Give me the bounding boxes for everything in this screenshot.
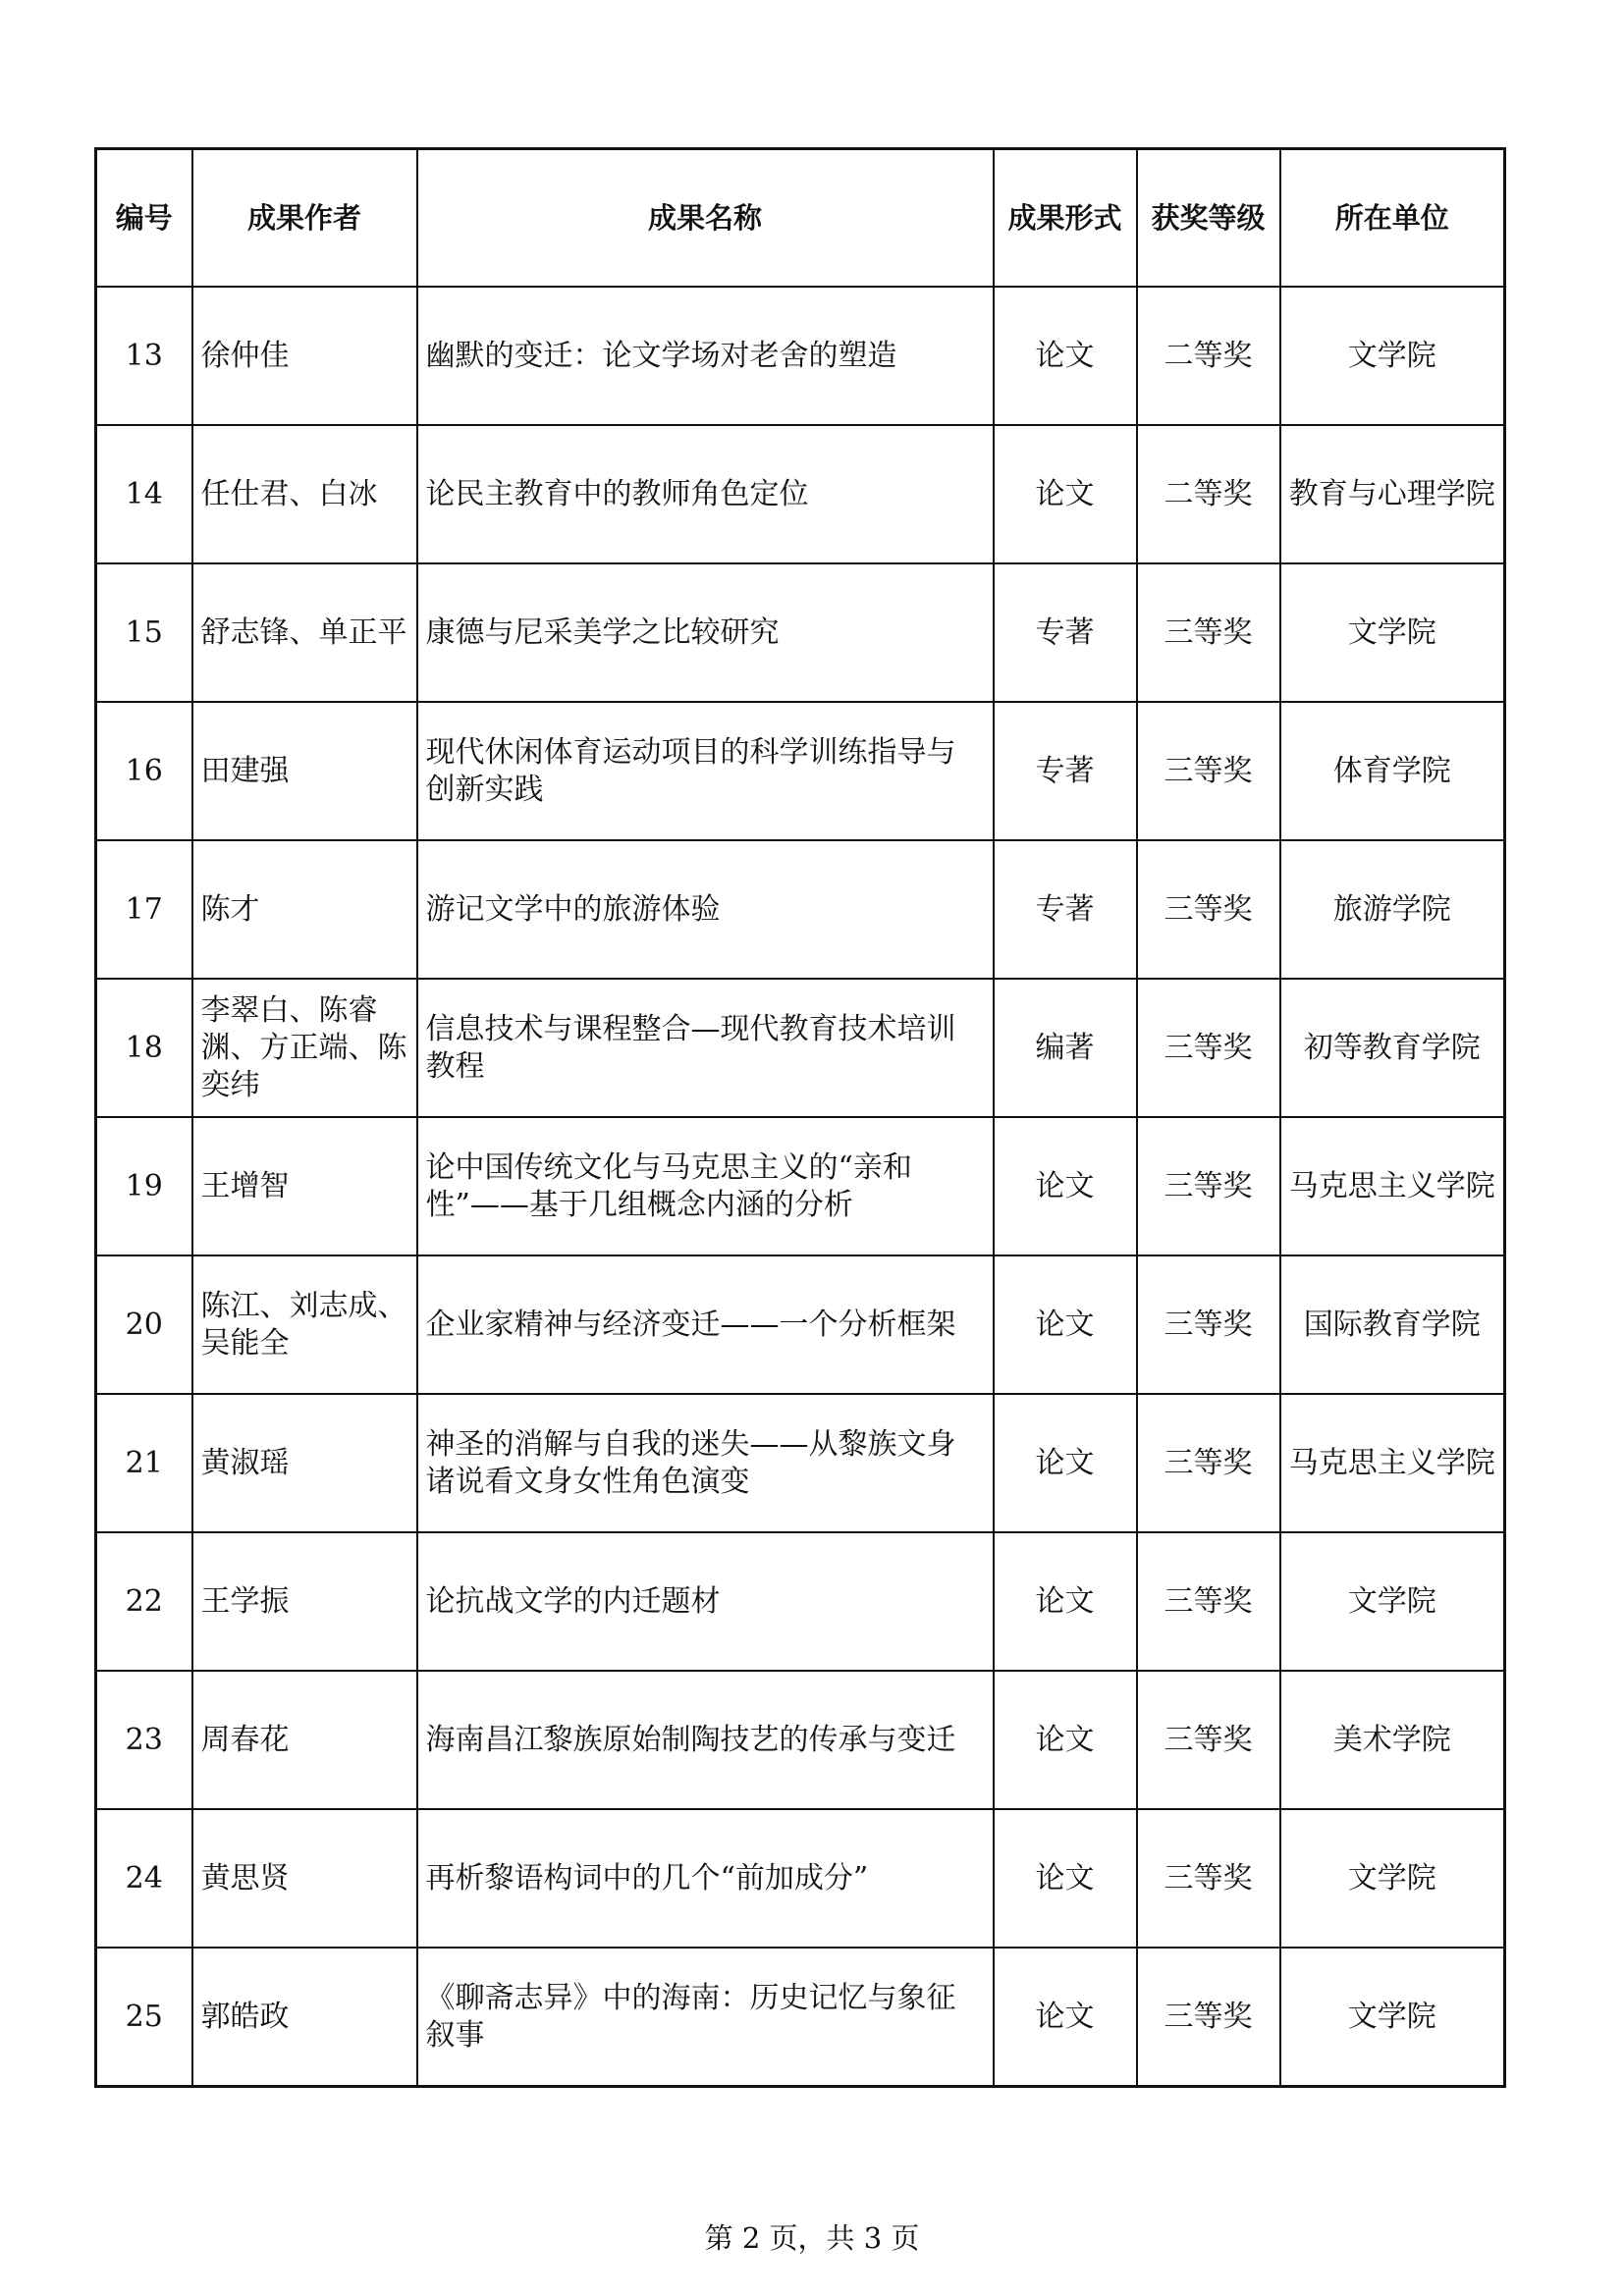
cell-title: 《聊斋志异》中的海南：历史记忆与象征叙事 [417,1948,994,2087]
table-body [96,287,1505,2087]
cell-author: 徐仲佳 [192,287,417,425]
cell-number: 18 [96,979,192,1117]
table-row [96,702,1505,840]
cell-title: 信息技术与课程整合—现代教育技术培训教程 [417,979,994,1117]
header-form: 成果形式 [994,149,1137,288]
cell-award-level: 三等奖 [1137,1809,1280,1948]
cell-unit: 文学院 [1280,1532,1505,1671]
cell-form: 论文 [994,1117,1137,1255]
cell-author: 黄淑瑶 [192,1394,417,1532]
cell-award-level: 三等奖 [1137,1394,1280,1532]
cell-title: 论民主教育中的教师角色定位 [417,425,994,563]
cell-unit: 马克思主义学院 [1280,1394,1505,1532]
header-title: 成果名称 [417,149,994,288]
table-row [96,1394,1505,1532]
table-row [96,1255,1505,1394]
cell-title: 论抗战文学的内迁题材 [417,1532,994,1671]
cell-unit: 旅游学院 [1280,840,1505,979]
table-row [96,1948,1505,2087]
page-footer: 第 2 页，共 3 页 [704,2221,920,2255]
cell-number: 14 [96,425,192,563]
cell-title: 再析黎语构词中的几个“前加成分” [417,1809,994,1948]
cell-number: 25 [96,1948,192,2087]
cell-number: 16 [96,702,192,840]
cell-number: 15 [96,563,192,702]
cell-author: 陈江、刘志成、吴能全 [192,1255,417,1394]
cell-unit: 教育与心理学院 [1280,425,1505,563]
header-number: 编号 [96,149,192,288]
cell-form: 论文 [994,1948,1137,2087]
cell-title: 海南昌江黎族原始制陶技艺的传承与变迁 [417,1671,994,1809]
cell-number: 24 [96,1809,192,1948]
cell-form: 论文 [994,1255,1137,1394]
cell-form: 专著 [994,563,1137,702]
cell-award-level: 三等奖 [1137,1117,1280,1255]
cell-title: 幽默的变迁：论文学场对老舍的塑造 [417,287,994,425]
cell-author: 黄思贤 [192,1809,417,1948]
cell-title: 游记文学中的旅游体验 [417,840,994,979]
cell-author: 周春花 [192,1671,417,1809]
cell-author: 李翠白、陈睿渊、方正端、陈奕纬 [192,979,417,1117]
cell-award-level: 三等奖 [1137,840,1280,979]
cell-title: 论中国传统文化与马克思主义的“亲和性”——基于几组概念内涵的分析 [417,1117,994,1255]
table-row [96,840,1505,979]
cell-form: 论文 [994,1532,1137,1671]
cell-unit: 国际教育学院 [1280,1255,1505,1394]
cell-title: 企业家精神与经济变迁——一个分析框架 [417,1255,994,1394]
cell-title: 神圣的消解与自我的迷失——从黎族文身诸说看文身女性角色演变 [417,1394,994,1532]
cell-form: 论文 [994,1671,1137,1809]
table-row [96,1671,1505,1809]
cell-unit: 体育学院 [1280,702,1505,840]
cell-award-level: 三等奖 [1137,1671,1280,1809]
header-author: 成果作者 [192,149,417,288]
cell-number: 19 [96,1117,192,1255]
table-row [96,287,1505,425]
cell-unit: 文学院 [1280,1809,1505,1948]
header-unit: 所在单位 [1280,149,1505,288]
cell-unit: 马克思主义学院 [1280,1117,1505,1255]
cell-title: 康德与尼采美学之比较研究 [417,563,994,702]
cell-author: 舒志锋、单正平 [192,563,417,702]
table-row [96,1532,1505,1671]
cell-author: 陈才 [192,840,417,979]
cell-unit: 文学院 [1280,1948,1505,2087]
header-row [96,149,1505,288]
cell-unit: 文学院 [1280,563,1505,702]
table-row [96,1117,1505,1255]
cell-number: 13 [96,287,192,425]
cell-number: 17 [96,840,192,979]
cell-form: 论文 [994,1394,1137,1532]
cell-award-level: 三等奖 [1137,563,1280,702]
cell-form: 论文 [994,1809,1137,1948]
cell-author: 王增智 [192,1117,417,1255]
awards-table [94,147,1506,2088]
cell-number: 20 [96,1255,192,1394]
cell-form: 专著 [994,840,1137,979]
cell-form: 论文 [994,287,1137,425]
cell-form: 专著 [994,702,1137,840]
cell-award-level: 二等奖 [1137,425,1280,563]
cell-unit: 美术学院 [1280,1671,1505,1809]
cell-author: 王学振 [192,1532,417,1671]
table-row [96,979,1505,1117]
cell-number: 23 [96,1671,192,1809]
cell-form: 编著 [994,979,1137,1117]
cell-author: 任仕君、白冰 [192,425,417,563]
cell-award-level: 三等奖 [1137,702,1280,840]
cell-title: 现代休闲体育运动项目的科学训练指导与创新实践 [417,702,994,840]
table-row [96,563,1505,702]
cell-award-level: 三等奖 [1137,1532,1280,1671]
cell-author: 郭皓政 [192,1948,417,2087]
cell-form: 论文 [994,425,1137,563]
cell-award-level: 三等奖 [1137,979,1280,1117]
cell-unit: 初等教育学院 [1280,979,1505,1117]
cell-author: 田建强 [192,702,417,840]
header-award-level: 获奖等级 [1137,149,1280,288]
cell-award-level: 三等奖 [1137,1948,1280,2087]
table-row [96,425,1505,563]
cell-number: 21 [96,1394,192,1532]
cell-award-level: 二等奖 [1137,287,1280,425]
cell-unit: 文学院 [1280,287,1505,425]
cell-number: 22 [96,1532,192,1671]
cell-award-level: 三等奖 [1137,1255,1280,1394]
table-row [96,1809,1505,1948]
